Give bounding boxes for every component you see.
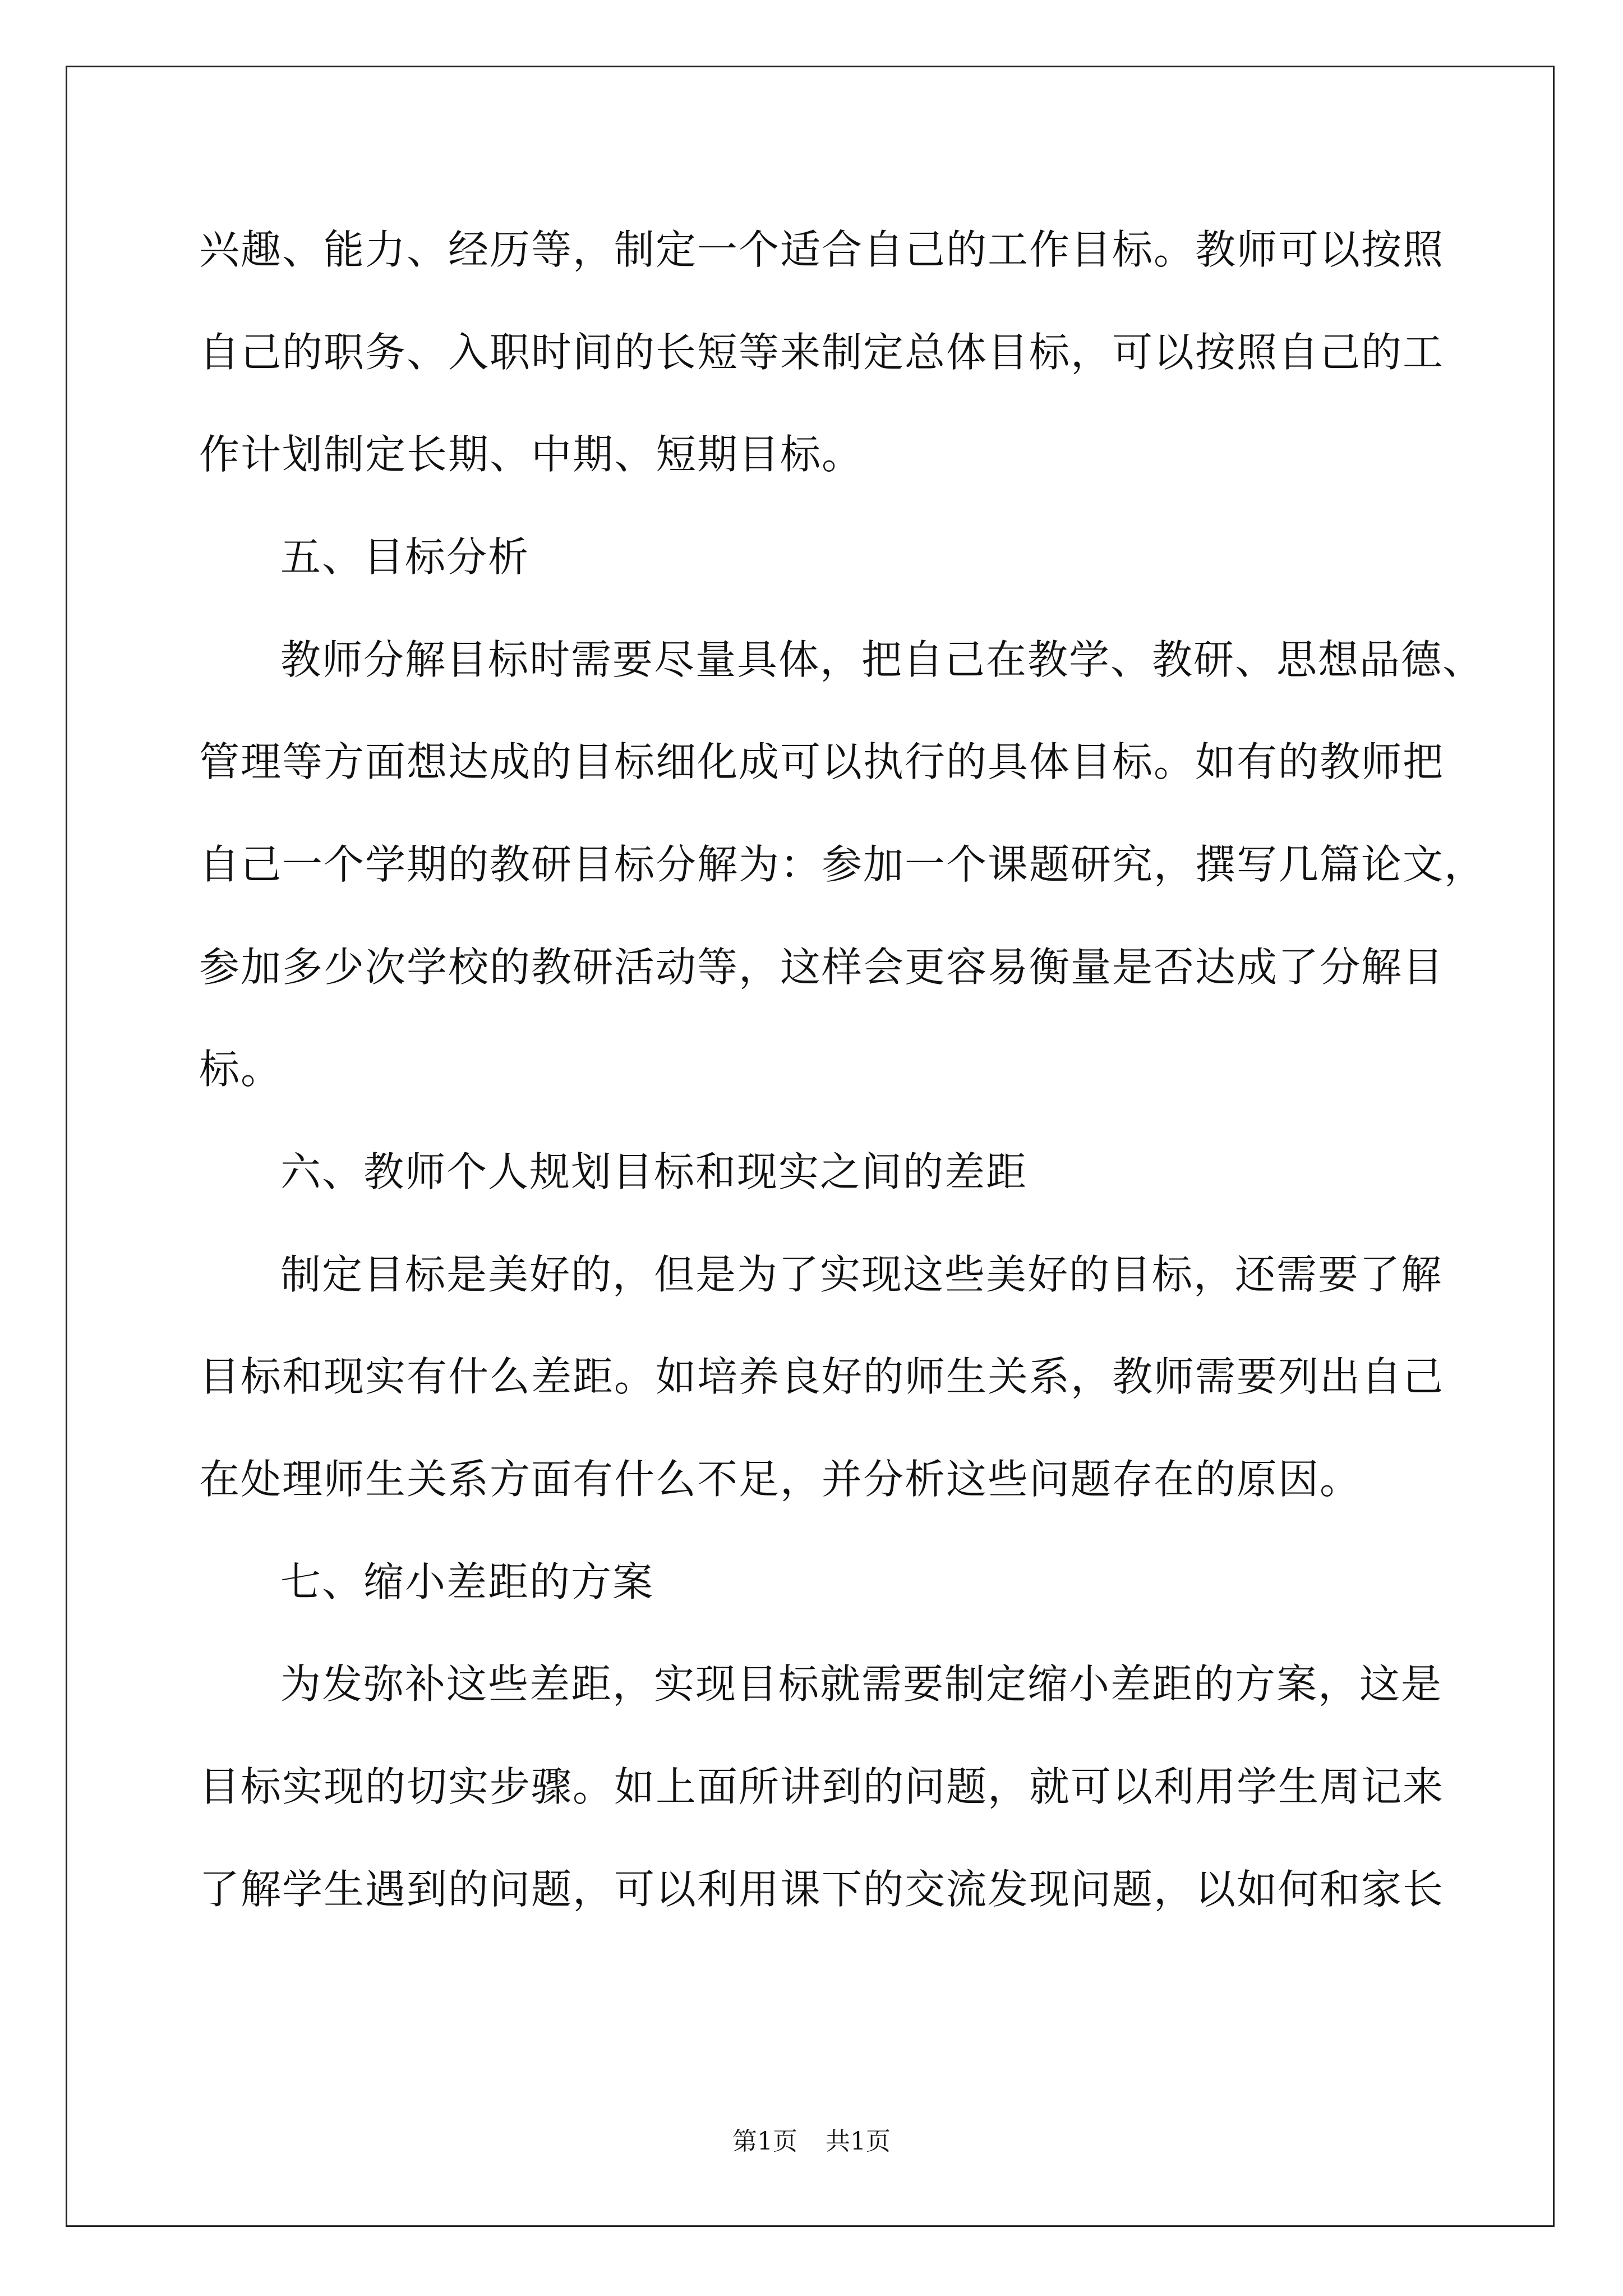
- body-line-16: 目标实现的切实步骤。如上面所讲到的问题，就可以利用学生周记来: [199, 1763, 1445, 1810]
- section-heading-5: 五、目标分析: [280, 533, 530, 581]
- body-line-15: 为发弥补这些差距，实现目标就需要制定缩小差距的方案，这是: [280, 1660, 1443, 1708]
- body-line-11: 制定目标是美好的，但是为了实现这些美好的目标，还需要了解: [280, 1251, 1443, 1298]
- page-footer: [0, 2125, 1623, 2159]
- body-line-17: 了解学生遇到的问题，可以利用课下的交流发现问题，以如何和家长: [199, 1866, 1445, 1913]
- section-heading-7: 七、缩小差距的方案: [280, 1558, 654, 1605]
- body-line-6: 管理等方面想达成的目标细化成可以执行的具体目标。如有的教师把: [199, 738, 1445, 785]
- body-line-13: 在处理师生关系方面有什么不足，并分析这些问题存在的原因。: [199, 1456, 1362, 1503]
- body-line-2: 自己的职务、入职时间的长短等来制定总体目标，可以按照自己的工: [199, 329, 1445, 376]
- body-line-7: 自己一个学期的教研目标分解为：参加一个课题研究，撰写几篇论文，: [199, 841, 1486, 888]
- body-line-12: 目标和现实有什么差距。如培养良好的师生关系，教师需要列出自己: [199, 1353, 1445, 1400]
- body-line-9: 标。: [199, 1046, 283, 1093]
- body-line-5: 教师分解目标时需要尽量具体，把自己在教学、教研、思想品德、: [280, 636, 1484, 683]
- body-line-3: 作计划制定长期、中期、短期目标。: [199, 431, 864, 478]
- page-total: 共1页: [826, 2127, 891, 2156]
- body-line-8: 参加多少次学校的教研活动等，这样会更容易衡量是否达成了分解目: [199, 944, 1445, 991]
- page-number: 第1页: [732, 2127, 797, 2156]
- body-line-1: 兴趣、能力、经历等，制定一个适合自己的工作目标。教师可以按照: [199, 226, 1445, 273]
- section-heading-6: 六、教师个人规划目标和现实之间的差距: [280, 1148, 1028, 1195]
